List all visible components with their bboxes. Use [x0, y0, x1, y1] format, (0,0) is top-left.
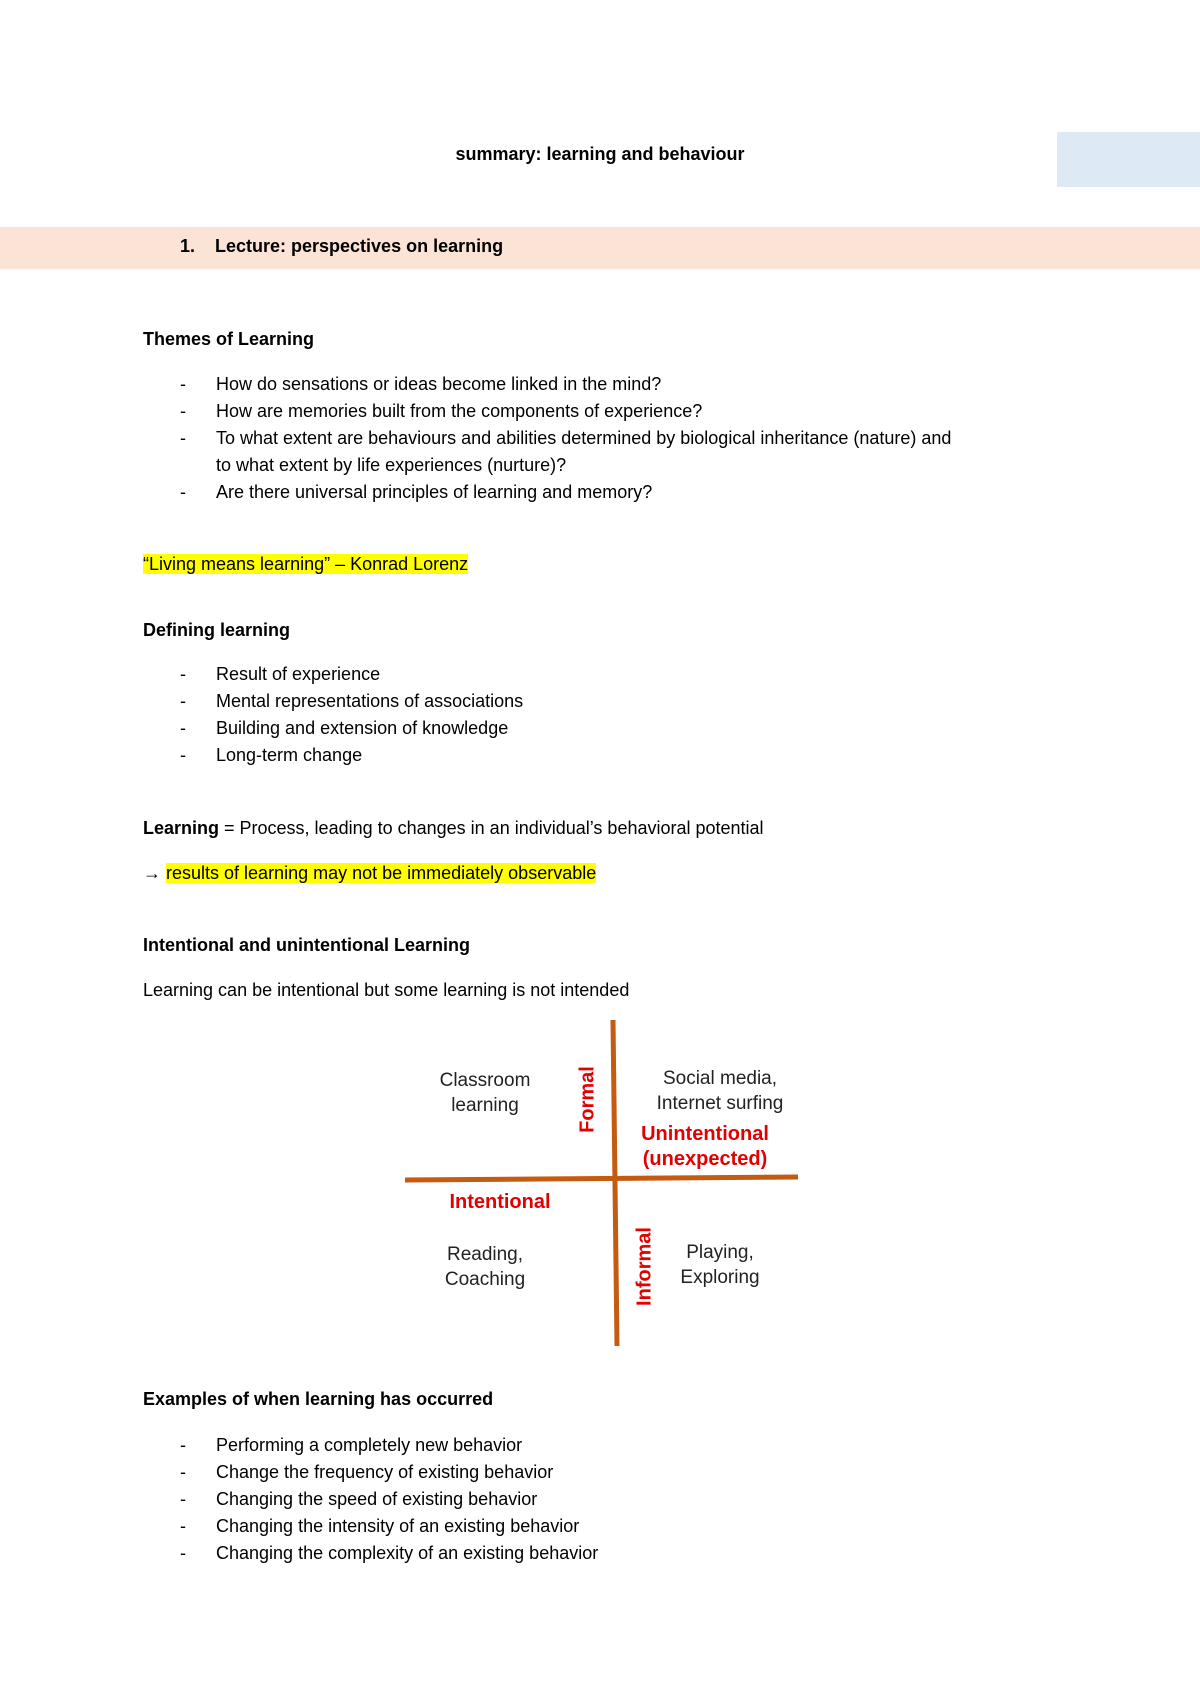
- learning-term: Learning: [143, 818, 220, 838]
- document-title: summary: learning and behaviour: [455, 144, 745, 164]
- vertical-axis: [613, 1020, 617, 1346]
- bullet-dash: -: [180, 482, 186, 502]
- bullet-dash: -: [180, 1543, 186, 1563]
- bullet-dash: -: [180, 664, 186, 684]
- intentional-label: Intentional: [449, 1191, 551, 1213]
- learning-definition-text: = Process, leading to changes in an individual’s behavioral potential: [219, 818, 764, 838]
- quadrant-bottom-right: Playing, Exploring: [680, 1242, 760, 1288]
- bullet-dash: -: [180, 691, 186, 711]
- list-item-continuation: to what extent by life experiences (nurture)?: [216, 455, 567, 475]
- intentional-heading: Intentional and unintentional Learning: [143, 935, 470, 955]
- lecture-number: 1.: [180, 236, 196, 256]
- horizontal-axis: [405, 1177, 798, 1180]
- quadrant-top-left: Classroom learning: [439, 1070, 531, 1116]
- unintentional-label: Unintentional (unexpected): [641, 1123, 769, 1170]
- lecture-title: Lecture: perspectives on learning: [215, 236, 504, 256]
- bullet-dash: -: [180, 745, 186, 765]
- quadrant-top-right: Social media, Internet surfing: [656, 1068, 784, 1114]
- quote-text: “Living means learning” – Konrad Lorenz: [143, 554, 469, 574]
- informal-label: Informal: [633, 1227, 656, 1306]
- themes-heading: Themes of Learning: [143, 329, 315, 349]
- examples-heading: Examples of when learning has occurred: [143, 1389, 494, 1409]
- bullet-dash: -: [180, 1516, 186, 1536]
- bullet-dash: -: [180, 401, 186, 421]
- quadrant-bottom-left: Reading, Coaching: [444, 1244, 526, 1290]
- bullet-dash: -: [180, 1462, 186, 1482]
- formal-label: Formal: [576, 1066, 599, 1133]
- arrow-note: [143, 863, 596, 884]
- bullet-dash: -: [180, 374, 186, 394]
- defining-heading: Defining learning: [143, 620, 291, 640]
- bullet-dash: -: [180, 718, 186, 738]
- learning-definition: [143, 818, 764, 839]
- learning-quadrant-diagram: [400, 1018, 810, 1348]
- quote: [143, 554, 468, 575]
- bullet-dash: -: [180, 1489, 186, 1509]
- bullet-dash: -: [180, 1435, 186, 1455]
- arrow-note-text: results of learning may not be immediately observable: [166, 863, 597, 883]
- bullet-dash: -: [180, 428, 186, 448]
- intentional-text: Learning can be intentional but some learning is not intended: [143, 980, 630, 1000]
- right-arrow-icon: →: [143, 863, 161, 883]
